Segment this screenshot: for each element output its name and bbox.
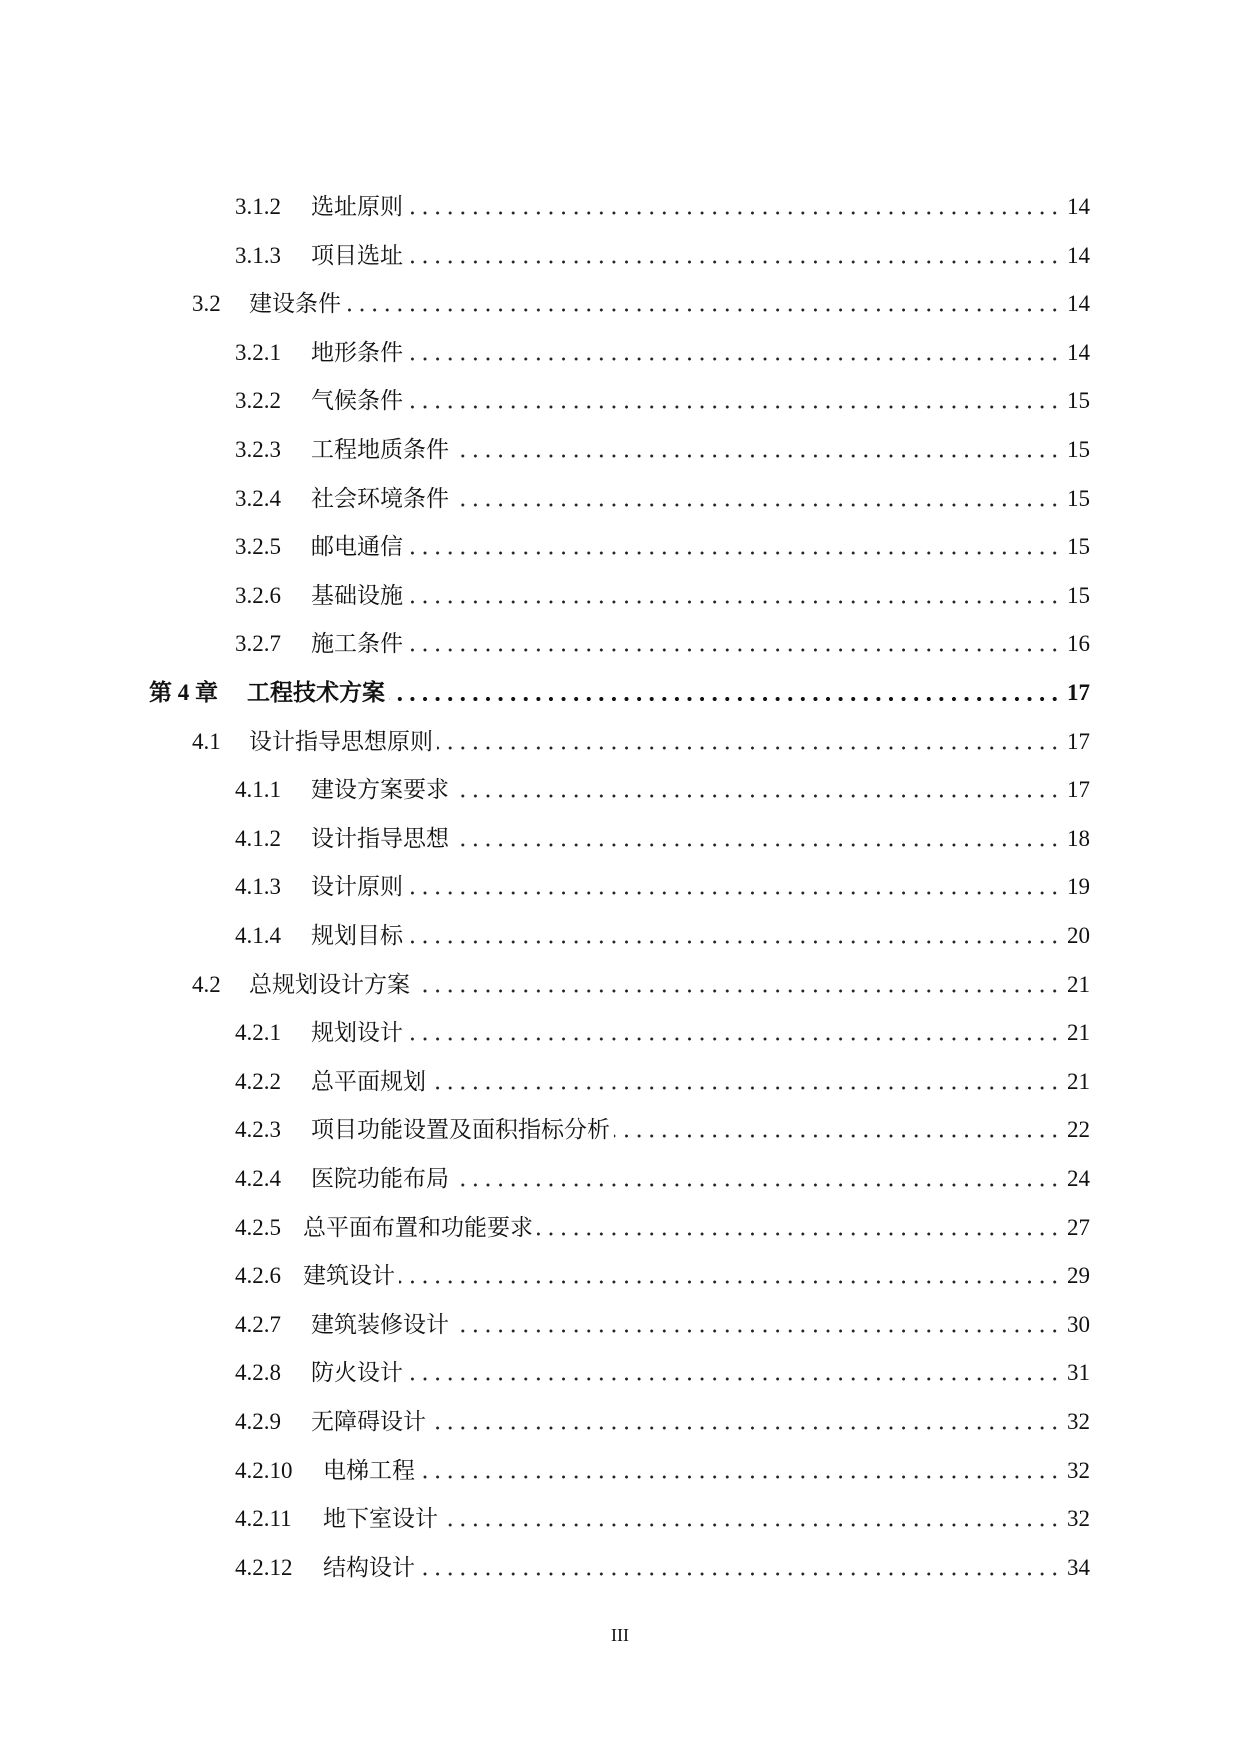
toc-entry-page: 17 — [1067, 728, 1090, 754]
toc-entry-page: 19 — [1067, 874, 1090, 900]
toc-entry-number: 4.1.2 — [235, 825, 281, 851]
toc-entry[interactable] — [235, 1551, 1090, 1585]
toc-entry-page: 15 — [1067, 534, 1090, 560]
toc-entry-title: 地形条件 — [311, 339, 403, 365]
dot-leader — [453, 1327, 1061, 1335]
toc-entry-title: 邮电通信 — [311, 534, 403, 560]
toc-entry[interactable] — [235, 1065, 1090, 1099]
toc-entry-number: 4.2.2 — [235, 1068, 281, 1094]
dot-leader — [407, 1375, 1061, 1383]
toc-entry-title: 施工条件 — [311, 631, 403, 657]
dot-leader — [407, 549, 1061, 557]
toc-entry-title: 选址原则 — [311, 194, 403, 219]
dot-leader — [407, 258, 1061, 266]
dot-leader — [437, 744, 1061, 752]
toc-entry[interactable] — [235, 627, 1090, 661]
toc-entry[interactable] — [192, 725, 1090, 759]
toc-entry-title: 社会环境条件 — [311, 485, 449, 511]
toc-entry[interactable] — [235, 579, 1090, 613]
toc-entry-number: 4.2.5 — [235, 1214, 281, 1240]
dot-leader — [407, 646, 1061, 654]
toc-entry-page: 31 — [1067, 1360, 1090, 1386]
toc-entry-title: 设计原则 — [311, 874, 403, 900]
toc-entry-number: 4.2.12 — [235, 1554, 293, 1580]
toc-entry-number: 4.2 — [192, 971, 221, 997]
dot-leader — [453, 792, 1061, 800]
toc-entry-title: 建设方案要求 — [311, 777, 449, 803]
dot-leader — [442, 1521, 1061, 1529]
toc-entry-title: 无障碍设计 — [311, 1409, 426, 1434]
toc-entry-number: 4.2.1 — [235, 1020, 281, 1046]
toc-entry-page: 32 — [1067, 1409, 1090, 1434]
toc-entry-number: 4.2.3 — [235, 1117, 281, 1143]
toc-entry[interactable] — [149, 676, 1090, 710]
toc-entry-number: 3.2.3 — [235, 437, 281, 462]
toc-entry-page: 15 — [1067, 388, 1090, 414]
toc-entry-page: 21 — [1067, 1020, 1090, 1046]
toc-entry-number: 3.1.3 — [235, 242, 281, 268]
toc-entry[interactable] — [192, 287, 1090, 321]
dot-leader — [419, 1473, 1061, 1481]
toc-entry-title: 项目选址 — [311, 242, 403, 268]
toc-entry-title: 基础设施 — [311, 582, 403, 608]
toc-entry-title: 防火设计 — [311, 1360, 403, 1386]
toc-entry[interactable] — [235, 384, 1090, 418]
toc-entry[interactable] — [235, 1016, 1090, 1050]
toc-entry-page: 21 — [1067, 1068, 1090, 1094]
toc-entry-title: 总平面布置和功能要求 — [303, 1214, 533, 1240]
toc-entry[interactable] — [235, 822, 1090, 856]
toc-entry[interactable] — [235, 1454, 1090, 1488]
toc-entry-title: 设计指导思想 — [311, 825, 449, 851]
toc-entry-number: 4.2.7 — [235, 1311, 281, 1337]
toc-entry-page: 22 — [1067, 1117, 1090, 1143]
toc-entry-page: 21 — [1067, 971, 1090, 997]
toc-entry-page: 24 — [1067, 1166, 1090, 1191]
toc-entry[interactable] — [235, 239, 1090, 273]
toc-entry-number: 3.2.1 — [235, 339, 281, 365]
toc-entry-number: 4.1.1 — [235, 777, 281, 803]
toc-entry-number: 3.2.6 — [235, 582, 281, 608]
toc-entry-title: 总平面规划 — [311, 1068, 426, 1094]
dot-leader — [419, 1570, 1061, 1578]
toc-entry-number: 4.2.9 — [235, 1409, 281, 1434]
toc-entry-page: 14 — [1067, 242, 1090, 268]
toc-entry-title: 设计指导思想原则 — [249, 728, 433, 754]
toc-entry-title: 项目功能设置及面积指标分析 — [311, 1117, 610, 1143]
toc-entry-page: 14 — [1067, 339, 1090, 365]
toc-entry-title: 结构设计 — [323, 1554, 415, 1580]
toc-entry-title: 地下室设计 — [323, 1506, 438, 1532]
toc-entry[interactable] — [235, 1162, 1090, 1196]
toc-entry-title: 工程地质条件 — [311, 437, 449, 462]
toc-entry[interactable] — [235, 919, 1090, 953]
toc-entry-number: 4.2.10 — [235, 1457, 293, 1483]
dot-leader — [407, 403, 1061, 411]
toc-entry-number: 3.2.5 — [235, 534, 281, 560]
toc-entry-title: 规划目标 — [311, 923, 403, 948]
toc-entry-number: 3.2 — [192, 291, 221, 317]
toc-entry-page: 32 — [1067, 1506, 1090, 1532]
dot-leader — [345, 306, 1061, 314]
toc-entry-page: 32 — [1067, 1457, 1090, 1483]
toc-entry[interactable] — [235, 433, 1090, 467]
toc-entry[interactable] — [235, 1502, 1090, 1536]
toc-entry-page: 15 — [1067, 437, 1090, 462]
toc-entry-number: 4.2.11 — [235, 1506, 292, 1532]
toc-entry-number: 4.2.8 — [235, 1360, 281, 1386]
toc-entry-title: 建筑装修设计 — [311, 1311, 449, 1337]
toc-entry[interactable] — [235, 482, 1090, 516]
toc-entry-page: 20 — [1067, 923, 1090, 948]
toc-entry-number: 4.1 — [192, 728, 221, 754]
dot-leader — [407, 355, 1061, 363]
toc-entry[interactable] — [235, 1405, 1090, 1439]
dot-leader — [389, 695, 1061, 703]
toc-entry-page: 17 — [1067, 777, 1090, 803]
toc-entry[interactable] — [235, 870, 1090, 904]
toc-entry-number: 4.1.3 — [235, 874, 281, 900]
toc-entry[interactable] — [235, 336, 1090, 370]
toc-entry-page: 18 — [1067, 825, 1090, 851]
toc-entry-page: 30 — [1067, 1311, 1090, 1337]
toc-entry-page: 14 — [1067, 291, 1090, 317]
dot-leader — [430, 1424, 1061, 1432]
dot-leader — [399, 1278, 1061, 1286]
dot-leader — [407, 938, 1061, 946]
dot-leader — [453, 452, 1061, 460]
toc-entry-page: 27 — [1067, 1214, 1090, 1240]
toc-entry-number: 第 4 章 — [149, 680, 218, 705]
dot-leader — [537, 1230, 1061, 1238]
toc-entry-title: 工程技术方案 — [247, 680, 385, 705]
dot-leader — [414, 987, 1061, 995]
dot-leader — [407, 889, 1061, 897]
toc-entry-number: 4.2.6 — [235, 1263, 281, 1289]
toc-entry[interactable] — [235, 190, 1090, 224]
dot-leader — [407, 209, 1061, 217]
toc-entry[interactable] — [235, 1308, 1090, 1342]
dot-leader — [430, 1084, 1061, 1092]
toc-entry-number: 4.2.4 — [235, 1166, 281, 1191]
toc-entry[interactable] — [235, 1113, 1090, 1147]
toc-entry-title: 电梯工程 — [323, 1457, 415, 1483]
toc-entry-title: 气候条件 — [311, 388, 403, 414]
dot-leader — [453, 1181, 1061, 1189]
toc-entry[interactable] — [235, 1211, 1090, 1245]
toc-entry-title: 医院功能布局 — [311, 1166, 449, 1191]
dot-leader — [407, 1035, 1061, 1043]
toc-entry-number: 3.2.4 — [235, 485, 281, 511]
toc-entry-page: 29 — [1067, 1263, 1090, 1289]
page-number: III — [611, 1625, 629, 1645]
toc-entry[interactable] — [235, 773, 1090, 807]
toc-entry[interactable] — [235, 1356, 1090, 1390]
dot-leader — [453, 841, 1061, 849]
dot-leader — [407, 598, 1061, 606]
toc-entry-title: 建筑设计 — [303, 1263, 395, 1289]
dot-leader — [614, 1132, 1061, 1140]
toc-entry-number: 4.1.4 — [235, 923, 281, 948]
toc-entry-page: 15 — [1067, 485, 1090, 511]
toc-entry-number: 3.2.2 — [235, 388, 281, 414]
toc-entry-title: 规划设计 — [311, 1020, 403, 1046]
dot-leader — [453, 501, 1061, 509]
toc-entry-title: 总规划设计方案 — [249, 971, 410, 997]
toc-entry[interactable] — [235, 530, 1090, 564]
toc-entry-page: 17 — [1067, 680, 1090, 705]
toc-entry-number: 3.1.2 — [235, 194, 281, 219]
toc-entry-page: 14 — [1067, 194, 1090, 219]
toc-entry-page: 16 — [1067, 631, 1090, 657]
toc-entry-page: 34 — [1067, 1554, 1090, 1580]
toc-entry-title: 建设条件 — [249, 291, 341, 317]
toc-entry[interactable] — [235, 1259, 1090, 1293]
toc-entry[interactable] — [192, 968, 1090, 1002]
toc-entry-page: 15 — [1067, 582, 1090, 608]
toc-entry-number: 3.2.7 — [235, 631, 281, 657]
